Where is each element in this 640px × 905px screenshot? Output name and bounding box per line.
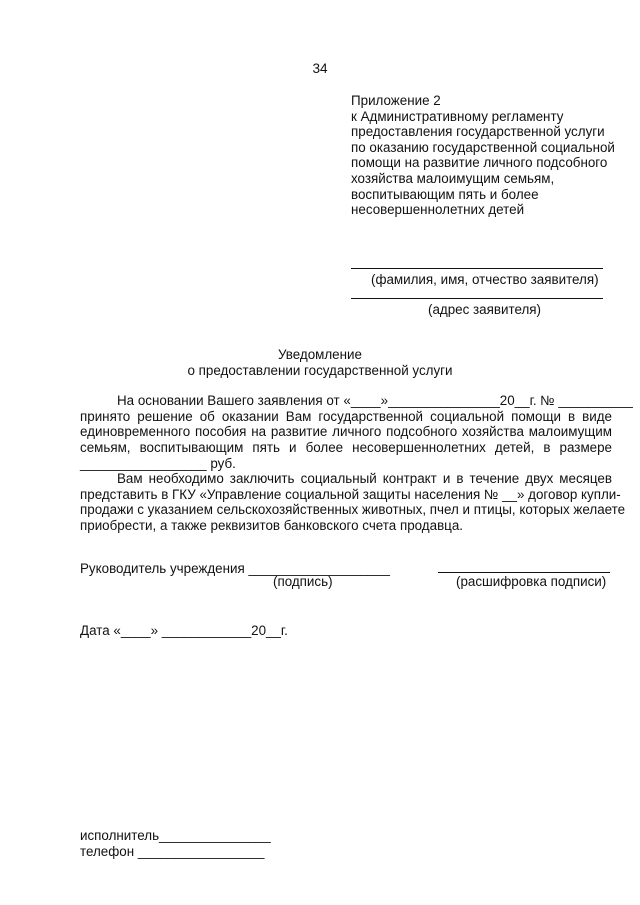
body-line: семьям, воспитывающим пять и более несовершеннолетних детей, в размере — [80, 440, 612, 455]
signature-label: Руководитель учреждения ___________________ — [80, 561, 390, 576]
executor-line: исполнитель_______________ — [80, 828, 271, 843]
body-line: приобрести, а также реквизитов банковского счета продавца. — [80, 518, 464, 533]
page-number: 34 — [312, 61, 328, 76]
applicant-address-caption: (адрес заявителя) — [428, 302, 541, 317]
appendix-header — [351, 93, 615, 218]
body-line: продажи с указанием сельскохозяйственных животных, пчел и птицы, которых желаете — [80, 502, 626, 517]
appendix-line: хозяйства малоимущим семьям, — [351, 170, 555, 186]
applicant-address-line — [351, 298, 603, 299]
notice-title: Уведомление — [278, 347, 362, 362]
body-line: _________________ руб. — [80, 456, 236, 471]
appendix-line: несовершеннолетних детей — [351, 202, 525, 218]
appendix-line: Приложение 2 — [351, 93, 441, 108]
appendix-line: к Административному регламенту — [351, 108, 564, 124]
phone-line: телефон _________________ — [80, 844, 265, 859]
body-line: Вам необходимо заключить социальный контракт и в течение двух месяцев — [117, 471, 612, 486]
body-line: единовременного пособия на развитие личного подсобного хозяйства малоимущим — [80, 424, 612, 439]
body-line: На основании Вашего заявления от «____»_______________20__г. № __________ — [117, 393, 633, 408]
body-line: представить в ГКУ «Управление социальной защиты населения № __» договор купли- — [80, 487, 621, 502]
signature-decode-caption: (расшифровка подписи) — [456, 574, 607, 589]
appendix-line: предоставления государственной услуги — [351, 124, 605, 140]
signature-decode-line — [438, 572, 610, 573]
date-line: Дата «____» ____________20__г. — [80, 623, 288, 638]
applicant-name-caption: (фамилия, имя, отчество заявителя) — [371, 272, 599, 287]
body-line: принято решение об оказании Вам государственной социальной помощи в виде — [80, 409, 612, 424]
signature-caption: (подпись) — [273, 574, 333, 589]
appendix-line: воспитывающим пять и более — [351, 186, 539, 202]
appendix-line: по оказанию государственной социальной — [351, 139, 615, 155]
appendix-line: помощи на развитие личного подсобного — [351, 155, 608, 171]
applicant-name-line — [351, 268, 603, 269]
notice-subtitle: о предоставлении государственной услуги — [187, 363, 453, 378]
